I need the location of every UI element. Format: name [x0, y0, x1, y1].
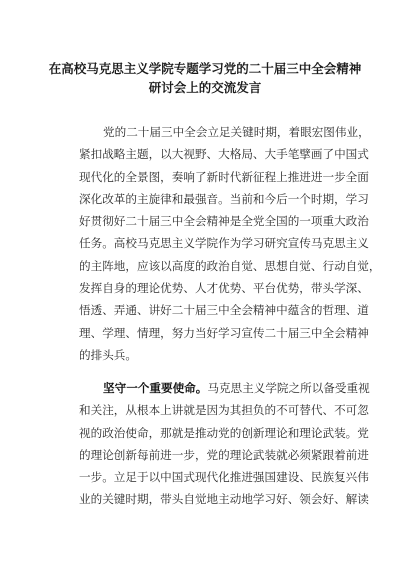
paragraph-intro — [79, 121, 381, 366]
paragraph-mission — [79, 377, 370, 511]
paragraph-line: 的主阵地，应该以高度的政治自觉、思想自觉、行动自觉， — [79, 258, 381, 273]
paragraph-line: 的排头兵。 — [79, 347, 137, 362]
paragraph-line: 的理论创新每前进一步，党的理论武装就必须紧跟着前进 — [79, 447, 369, 462]
document-title-line-2: 研讨会上的交流发言 — [148, 80, 262, 95]
paragraph-line: 一步。立足于以中国式现代化推进强国建设、民族复兴伟 — [79, 470, 369, 485]
paragraph-line: 任务。高校马克思主义学院作为学习研究宣传马克思主义 — [79, 236, 369, 251]
document-title-line-1: 在高校马克思主义学院专题学习党的二十届三中全会精神 — [48, 61, 362, 76]
paragraph-line-text: 党的二十届三中全会立足关键时期，着眼宏图伟业， — [103, 125, 370, 139]
paragraph-line: 理、学理、情理，努力当好学习宣传二十届三中全会精神 — [79, 325, 369, 340]
paragraph-line — [79, 377, 370, 399]
paragraph-line — [79, 121, 370, 143]
paragraph-line: 视的政治使命，那就是推动党的创新理论和理论武装。党 — [79, 425, 369, 440]
paragraph-line: 紧扣战略主题，以大视野、大格局、大手笔擘画了中国式 — [79, 147, 369, 162]
paragraph-line: 现代化的全景图，奏响了新时代新征程上推进进一步全面 — [79, 169, 369, 184]
paragraph-line-text: 马克思主义学院之所以备受重视 — [207, 381, 370, 395]
paragraph-line: 悟透、弄通、讲好二十届三中全会精神中蕴含的哲理、道 — [79, 303, 369, 318]
paragraph-line: 好贯彻好二十届三中全会精神是全党全国的一项重大政治 — [79, 214, 369, 229]
paragraph-line: 深化改革的主旋律和最强音。当前和今后一个时期，学习 — [79, 191, 369, 206]
paragraph-line: 发挥自身的理论优势、人才优势、平台优势，带头学深、 — [79, 281, 369, 296]
paragraph-line: 业的关键时期，带头自觉地主动地学习好、领会好、解读 — [79, 492, 369, 507]
paragraph-lead-heading: 坚守一个重要使命。 — [103, 381, 208, 395]
paragraph-line: 和关注，从根本上讲就是因为其担负的不可替代、不可忽 — [79, 403, 369, 418]
